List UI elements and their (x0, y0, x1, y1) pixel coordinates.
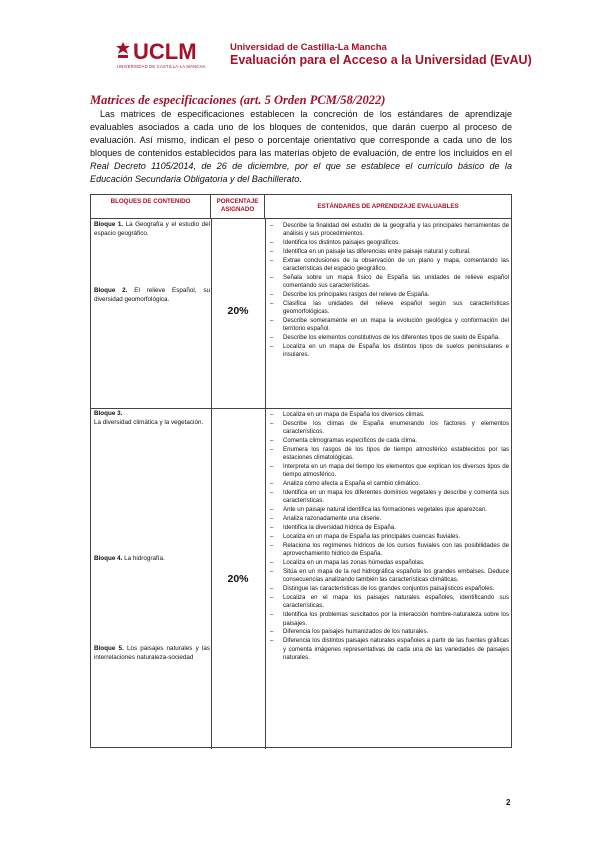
standard-item: – Identifica en un paisaje las diferencias entre paisaje natural y cultural. (269, 248, 509, 256)
standard-item: – Extrae conclusiones de la observación de un plano y mapa, comentando las características del espacio geográfico. (269, 257, 509, 273)
header-percentage: PORCENTAJE ASIGNADO (211, 195, 265, 219)
standard-item: – Analiza cómo afecta a España el cambio climático. (269, 480, 509, 488)
block-1-text: La Geografía y el estudio del espacio geográfico. (94, 221, 210, 237)
block-3 (94, 410, 210, 427)
standard-item: – Identifica la diversidad hídrica de España. (269, 524, 509, 532)
standard-item: – Clasifica las unidades del relieve español según sus características geomorfológicas. (269, 300, 509, 316)
standard-item: – Distingue las características de los grandes conjuntos paisajísticos españoles. (269, 585, 509, 593)
block-1 (94, 221, 210, 238)
block-3-text: La diversidad climática y la vegetación. (94, 418, 204, 426)
standard-item: – Relaciona los regímenes hídricos de los cursos fluviales con las posibilidades de aprovechamiento hídrico de España. (269, 542, 509, 558)
university-name: Universidad de Castilla-La Mancha (230, 42, 387, 53)
standard-item: – Describe los elementos constitutivos de los diferentes tipos de suelo de España. (269, 334, 509, 342)
block-2-label: Bloque 2. (94, 287, 128, 294)
uclm-emblem-icon (115, 42, 131, 60)
block-2 (94, 287, 210, 304)
intro-end: . (299, 174, 302, 184)
block-2-text: El relieve Español, su diversidad geomorfológica. (94, 287, 210, 303)
standard-item: – Describe los principales rasgos del relieve de España. (269, 291, 509, 299)
block-1-label: Bloque 1. (94, 221, 124, 228)
standard-item: – Localiza en un mapa de España los diversos climas. (269, 411, 509, 419)
standard-item: – Identifica en un mapa los diferentes dominios vegetales y describe y comenta sus características. (269, 489, 509, 505)
standards-list-group-2 (269, 411, 509, 663)
header-blocks: BLOQUES DE CONTENIDO (91, 195, 211, 219)
standards-list-group-1 (269, 222, 509, 360)
section-title: Matrices de especificaciones (art. 5 Orden PCM/58/2022) (90, 93, 386, 107)
percentage-group-2: 20% (227, 573, 249, 585)
intro-paragraph (90, 108, 512, 186)
intro-decree: Real Decreto 1105/2014, de 26 de diciembre, por el que se establece el currículo básico de la Educación Secundaria Obligatoria y del Bachillerato (90, 161, 512, 184)
row-divider (91, 408, 511, 409)
column-divider (211, 219, 212, 749)
standard-item: – Interpreta en un mapa del tiempo los elementos que explican los diversos tipos de tiempo atmosférico. (269, 463, 509, 479)
standard-item: – Enumera los rasgos de los tipos de tiempo atmosférico establecidos por las estaciones climatológicas. (269, 446, 509, 462)
logo-text: UCLM (133, 39, 197, 64)
standard-item: – Diferencia los distintos paisajes naturales españoles a partir de las fuentes gráficas y comenta imágenes representativas de cada una de las variedades de paisajes naturales. (269, 637, 509, 661)
standard-item: – Diferencia los paisajes humanizados de los naturales. (269, 628, 509, 636)
block-4-label: Bloque 4. (94, 555, 123, 562)
standard-item: – Describe los climas de España enumerando los factores y elementos característicos. (269, 420, 509, 436)
block-4-text: La hidrografía. (122, 555, 165, 562)
logo-subtitle: UNIVERSIDAD DE CASTILLA-LA MANCHA (117, 64, 206, 69)
header-standards: ESTÁNDARES DE APRENDIZAJE EVALUABLES (265, 195, 511, 219)
exam-name: Evaluación para el Acceso a la Universidad (EvAU) (230, 53, 532, 67)
standard-item: – Analiza razonadamente una cliserie. (269, 515, 509, 523)
standard-item: – Describe someramente en un mapa la evolución geológica y conformación del territorio español. (269, 317, 509, 333)
percentage-group-1: 20% (227, 305, 249, 317)
standard-item: – Señala sobre un mapa físico de España las unidades de relieve español comentando sus características. (269, 274, 509, 290)
standard-item: – Sitúa en un mapa de la red hidrográfica española los grandes embalses. Deduce consecuencias analizando también las características climáticas. (269, 568, 509, 584)
standard-item: – Identifica los distintos paisajes geográficos. (269, 239, 509, 247)
standard-item: – Describe la finalidad del estudio de la geografía y las principales herramientas de análisis y sus procedimientos. (269, 222, 509, 238)
block-4 (94, 555, 210, 564)
block-5-text: Los paisajes naturales y las interrelaciones naturaleza-sociedad (94, 645, 210, 661)
standard-item: – Localiza en un mapa de España los distintos tipos de suelos peninsulares e insulares. (269, 343, 509, 359)
standard-item: – Localiza en el mapa los paisajes naturales españoles, identificando sus características. (269, 594, 509, 610)
page-number: 2 (506, 798, 511, 807)
block-5-label: Bloque 5. (94, 645, 124, 652)
intro-text: Las matrices de especificaciones establecen la concreción de los estándares de aprendizaje evaluables asociados a cada uno de los bloques de contenidos, que darán cuerpo al proceso de evaluación. Así mismo, indican el peso o porcentaje orientativo que corresponde a cada uno de los bloques de contenidos establecidos para las materias objeto de evaluación, de entre los incluidos en el (90, 109, 512, 158)
block-5 (94, 645, 210, 662)
standard-item: – Ante un paisaje natural identifica las formaciones vegetales que aparezcan. (269, 506, 509, 514)
standard-item: – Identifica los problemas suscitados por la interacción hombre-naturaleza sobre los paisajes. (269, 611, 509, 627)
specifications-table (90, 194, 512, 748)
column-divider (265, 219, 266, 749)
block-3-label: Bloque 3. (94, 410, 123, 417)
uclm-logo (115, 40, 217, 74)
standard-item: – Localiza en un mapa las zonas húmedas españolas. (269, 559, 509, 567)
standard-item: – Localiza en un mapa de España las principales cuencas fluviales. (269, 533, 509, 541)
standard-item: – Comenta climogramas específicos de cada clima. (269, 437, 509, 445)
